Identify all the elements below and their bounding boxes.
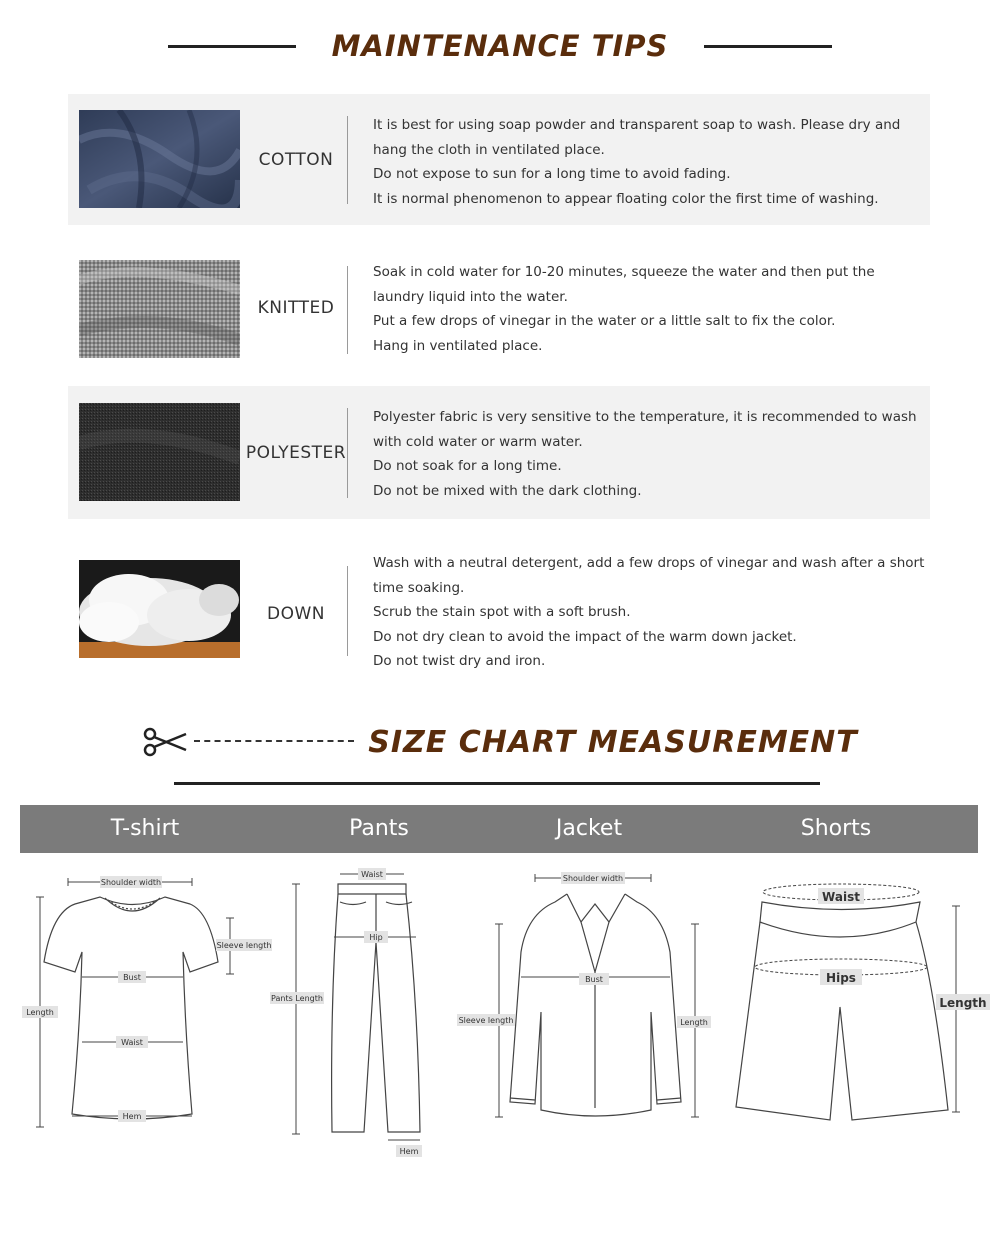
divider-polyester: [347, 408, 348, 498]
divider-knitted: [347, 266, 348, 354]
divider-cotton: [347, 116, 348, 204]
polyester-description: [373, 405, 926, 503]
jacket-shoulder-label: Shoulder width: [562, 874, 624, 883]
shorts-length-label: Length: [939, 996, 987, 1010]
fabric-name-knitted: KNITTED: [257, 298, 335, 318]
pants-hem-label: Hem: [399, 1147, 419, 1156]
jacket-bust-label: Bust: [585, 975, 603, 984]
fabric-row-knitted: [68, 240, 930, 371]
down-tip-4: Do not twist dry and iron.: [373, 653, 546, 669]
tshirt-bust-label: Bust: [123, 973, 141, 982]
polyester-tip-3: Do not be mixed with the dark clothing.: [373, 482, 642, 499]
down-tip-2: Scrub the stain spot with a soft brush.: [373, 604, 631, 620]
jacket-sleeve-label: Sleeve length: [458, 1016, 514, 1025]
tshirt-waist-label: Waist: [121, 1038, 143, 1047]
down-tip-3: Do not dry clean to avoid the impact of the warm down jacket.: [373, 628, 797, 645]
down-description: [373, 551, 926, 674]
shorts-diagram: [730, 862, 995, 1142]
size-chart-title: SIZE CHART MEASUREMENT: [368, 724, 858, 760]
tab-shorts[interactable]: Shorts: [800, 816, 872, 841]
tshirt-length-label: Length: [26, 1008, 54, 1017]
knitted-tip-2: Put a few drops of vinegar in the water or a little salt to fix the color.: [373, 313, 836, 329]
jacket-diagram: [455, 862, 725, 1162]
size-chart-rule: [174, 782, 820, 785]
cotton-swatch-image: [79, 110, 240, 208]
pants-hip-label: Hip: [369, 933, 383, 942]
title-rule-right: [704, 45, 832, 48]
fabric-name-polyester: POLYESTER: [245, 443, 347, 463]
fabric-row-cotton: [68, 94, 930, 225]
tshirt-hem-label: Hem: [122, 1112, 142, 1121]
down-swatch-image: [79, 560, 240, 658]
cotton-description: [373, 113, 926, 211]
pants-waist-label: Waist: [361, 870, 383, 879]
divider-down: [347, 566, 348, 656]
tshirt-shoulder-label: Shoulder width: [100, 878, 162, 887]
polyester-tip-2: Do not soak for a long time.: [373, 458, 562, 474]
shorts-hips-label: Hips: [826, 971, 856, 985]
size-chart-title-row: [0, 720, 1000, 764]
cotton-tip-3: It is normal phenomenon to appear floating color the first time of washing.: [373, 190, 879, 207]
cotton-tip-1: It is best for using soap powder and transparent soap to wash. Please dry and hang the cloth in ventilated place.: [373, 117, 901, 158]
tab-jacket[interactable]: Jacket: [555, 816, 623, 841]
maintenance-title-row: [0, 26, 1000, 66]
maintenance-title: MAINTENANCE TIPS: [331, 29, 669, 63]
title-rule-left: [168, 45, 296, 48]
pants-length-label: Pants Length: [271, 994, 323, 1003]
cut-dashes: [194, 740, 354, 744]
polyester-swatch-image: [79, 403, 240, 501]
pants-diagram: [268, 862, 448, 1162]
tshirt-diagram: [20, 862, 280, 1142]
down-tip-1: Wash with a neutral detergent, add a few drops of vinegar and wash after a short time soaking.: [373, 555, 925, 596]
scissors-icon: [142, 726, 188, 758]
knitted-description: [373, 260, 926, 358]
tab-tshirt[interactable]: T-shirt: [110, 816, 180, 841]
fabric-name-down: DOWN: [267, 604, 325, 624]
fabric-row-polyester: [68, 386, 930, 519]
fabric-row-down: [68, 534, 930, 684]
knitted-tip-1: Soak in cold water for 10-20 minutes, squeeze the water and then put the laundry liquid into the water.: [373, 264, 875, 305]
fabric-name-cotton: COTTON: [258, 150, 334, 170]
size-category-bar: [20, 805, 978, 853]
knitted-swatch-image: [79, 260, 240, 358]
tshirt-sleeve-label: Sleeve length: [216, 941, 272, 950]
polyester-tip-1: Polyester fabric is very sensitive to the temperature, it is recommended to wash with cold water or warm water.: [373, 409, 917, 450]
shorts-waist-label: Waist: [822, 890, 860, 904]
cotton-tip-2: Do not expose to sun for a long time to avoid fading.: [373, 166, 731, 182]
jacket-length-label: Length: [680, 1018, 708, 1027]
tab-pants[interactable]: Pants: [349, 816, 409, 841]
knitted-tip-3: Hang in ventilated place.: [373, 337, 543, 354]
